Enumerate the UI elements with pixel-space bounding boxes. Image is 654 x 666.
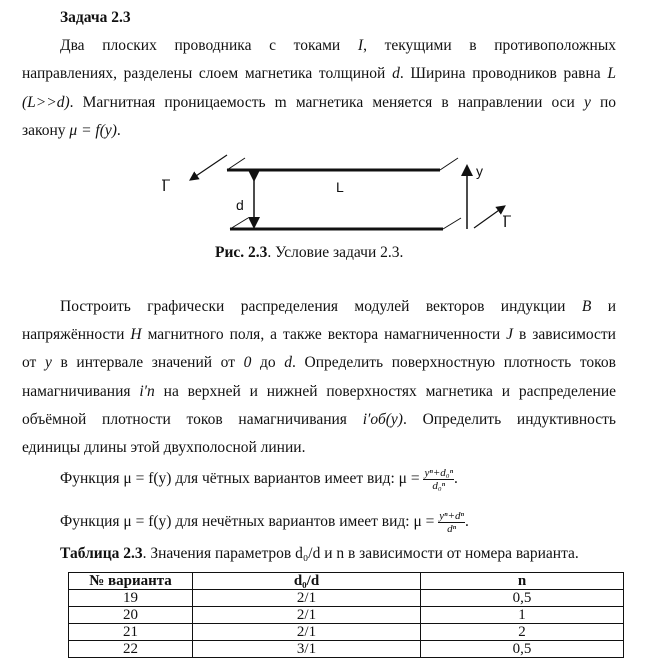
table-row (69, 590, 624, 607)
para2-line-6: единицы длины этой двухполосной линии. (22, 439, 306, 456)
para1-line-2: направлениях, разделены слоем магнетика толщиной d. Ширина проводников равна L (22, 65, 616, 82)
table-caption: Таблица 2.3. Значения параметров d₀/d и n в зависимости от номера варианта. (60, 545, 579, 562)
cell: 0,5 (421, 641, 624, 658)
table-header-row (69, 573, 624, 590)
parameters-table (68, 572, 624, 658)
formula-odd: Функция μ = f(y) для нечётных вариантов имеет вид: μ = $\frac{\text{yⁿ+dⁿ}}{\text{dⁿ}}$ . (60, 510, 469, 535)
para2-line-5: объёмной плотности токов намагничивания i′об(y). Определить индуктивность (22, 411, 616, 428)
cell: 21 (69, 624, 193, 641)
table-row (69, 641, 624, 658)
label-L: L (336, 179, 344, 195)
label-d: d (236, 197, 244, 213)
label-I-right: I (503, 214, 508, 231)
cell: 2/1 (193, 607, 421, 624)
para1-line-4: закону μ = f(y). (22, 122, 121, 139)
table-row (69, 624, 624, 641)
task-title: Задача 2.3 (60, 9, 131, 26)
figure-caption: Рис. 2.3. Условие задачи 2.3. (215, 244, 404, 261)
cell: 1 (421, 607, 624, 624)
header-n: n (421, 573, 624, 590)
cell: 22 (69, 641, 193, 658)
header-d0d: d₀/d (193, 573, 421, 590)
para2-line-1: Построить графически распределения модулей векторов индукции B и (60, 298, 617, 315)
para1-line-3: (L>>d). Магнитная проницаемость m магнетика меняется в направлении оси y по (22, 94, 616, 111)
label-I-left: I (162, 178, 167, 195)
cell: 0,5 (421, 590, 624, 607)
cell: 2/1 (193, 624, 421, 641)
cell: 2 (421, 624, 624, 641)
para1-line-1: Два плоских проводника с токами I, текущими в противоположных (60, 37, 616, 54)
label-y: y (476, 163, 483, 179)
cell: 20 (69, 607, 193, 624)
formula-even: Функция μ = f(y) для чётных вариантов имеет вид: μ = $\frac{\text{yⁿ+d₀ⁿ}}{\text{d₀ⁿ}}$ . (60, 467, 458, 492)
para2-line-4: намагничивания i′п на верхней и нижней поверхностях магнетика и распределение (22, 383, 616, 400)
table-row (69, 607, 624, 624)
para2-line-2: напряжённости H магнитного поля, а также вектора намагниченности J в зависимости (22, 326, 616, 343)
current-in-arrow (193, 155, 227, 178)
cell: 19 (69, 590, 193, 607)
header-variant: № варианта (69, 573, 193, 590)
cell: 2/1 (193, 590, 421, 607)
cell: 3/1 (193, 641, 421, 658)
para2-line-3: от y в интервале значений от 0 до d. Определить поверхностную плотность токов (22, 354, 616, 371)
